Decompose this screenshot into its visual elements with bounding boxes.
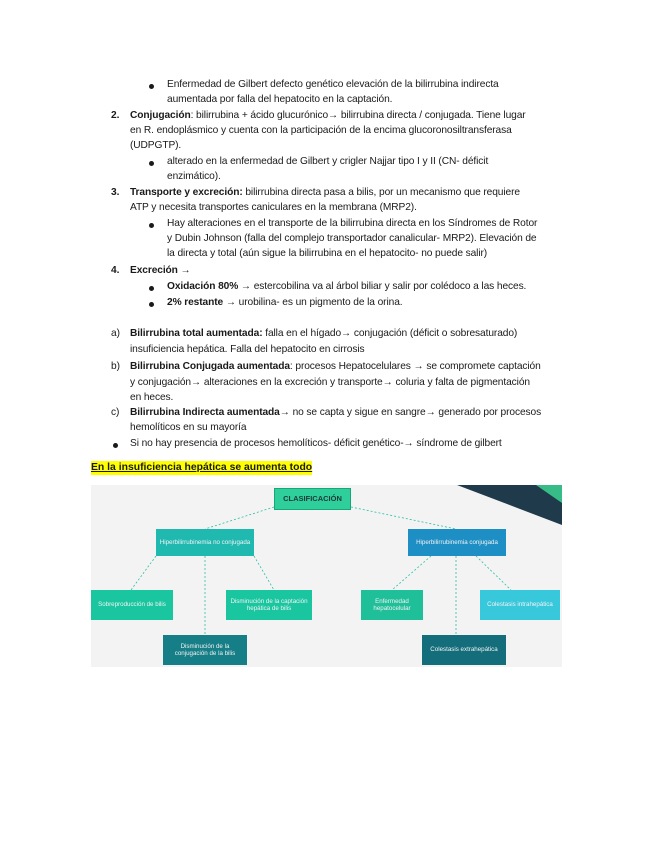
oxidacion-text: → estercobilina va al árbol biliar y salir por colédoco a las heces. — [238, 281, 527, 292]
excrecion-title — [130, 263, 191, 278]
diagram-left-child-3 — [163, 635, 247, 665]
diagram-root-label: CLASIFICACIÓN — [283, 494, 342, 504]
bullet-dot — [113, 443, 118, 448]
item-a-title: Bilirrubina total aumentada: — [130, 328, 263, 339]
transporte-sub-1: Hay alteraciones en el transporte de la bilirrubina directa en los Síndromes de Rotor — [167, 218, 538, 229]
item-b-text: : procesos Hepatocelulares → se compromete captación — [289, 361, 541, 372]
highlighted-heading: En la insuficiencia hepática se aumenta todo — [91, 462, 313, 473]
gilbert-line-1: Enfermedad de Gilbert defecto genético elevación de la bilirrubina indirecta — [167, 79, 499, 90]
item-a-line-2: insuficiencia hepática. Falla del hepatocito en cirrosis — [130, 344, 365, 355]
diagram-right-child-3 — [422, 635, 506, 665]
item-label-a: a) — [111, 328, 120, 339]
item-b-line-3: en heces. — [130, 392, 174, 403]
diagram-right-child-2 — [480, 590, 560, 620]
connector-root-left — [205, 507, 274, 529]
transporte-text: bilirrubina directa pasa a bilis, por un mecanismo que requiere — [242, 187, 520, 198]
transporte-line-2: ATP y necesita transportes caniculares en la membrana (MRP2). — [130, 202, 417, 213]
conjugacion-title: Conjugación — [130, 110, 191, 121]
item-number-4: 4. — [111, 265, 120, 276]
restante-line — [167, 295, 402, 310]
left-parent-label: Hiperbilirrubinemia no conjugada — [159, 538, 251, 546]
diagram-left-parent — [156, 529, 254, 556]
bullet-dot — [149, 84, 154, 89]
conjugacion-line-1 — [130, 108, 526, 123]
gilbert-line-2: aumentada por falla del hepatocito en la captación. — [167, 94, 393, 105]
item-a-line-1 — [130, 326, 517, 341]
item-c-line-2: hemolíticos en su mayoría — [130, 422, 247, 433]
right-child-1-label: Enfermedad hepatocelular — [373, 597, 411, 612]
oxidacion-line — [167, 279, 526, 294]
restante-title: 2% restante → — [167, 297, 236, 308]
bullet-dot — [149, 161, 154, 166]
diagram-left-child-2 — [226, 590, 312, 620]
item-d-line-1: Si no hay presencia de procesos hemolíticos- déficit genético-→ síndrome de gilbert — [130, 438, 502, 449]
conjugacion-line-3: (UDPGTP). — [130, 140, 182, 151]
right-child-2-label: Colestasis intrahepática — [487, 601, 553, 609]
diagram-right-parent — [408, 529, 506, 556]
transporte-title: Transporte y excreción: — [130, 187, 243, 198]
transporte-sub-3: la directa y total (aún sigue la bilirrubina en el hepatocito- no puede salir) — [167, 248, 488, 259]
item-c-text: → no se capta y sigue en sangre→ generado por procesos — [279, 407, 542, 418]
diagram-right-child-1 — [361, 590, 423, 620]
item-number-2: 2. — [111, 110, 120, 121]
item-b-line-2: y conjugación→ alteraciones en la excreción y transporte→ coluria y falta de pigmentación — [130, 377, 530, 388]
connector-root-right — [351, 507, 456, 529]
conjugacion-text: : bilirrubina + ácido glucurónico→ bilirrubina directa / conjugada. Tiene lugar — [190, 110, 526, 121]
diagram-left-child-1 — [91, 590, 173, 620]
conjugacion-sub-2: enzimático). — [167, 171, 221, 182]
excrecion-title-text: Excreción → — [130, 265, 191, 276]
left-child-1-label: Sobreproducción de bilis — [98, 601, 166, 609]
item-c-title: Bilirrubina Indirecta aumentada — [130, 407, 280, 418]
left-child-3-label: Disminución de la conjugación de la bilis — [174, 642, 236, 657]
connector-left-child-2 — [254, 556, 274, 590]
connector-right-child-1 — [392, 556, 431, 590]
right-parent-label: Hiperbilirrubinemia conjugada — [416, 538, 498, 546]
connector-right-child-2 — [476, 556, 511, 590]
item-b-title: Bilirrubina Conjugada aumentada — [130, 361, 290, 372]
diagram-root-box — [274, 488, 351, 510]
connector-left-child-1 — [131, 556, 156, 590]
transporte-line-1 — [130, 185, 520, 200]
bullet-dot — [149, 223, 154, 228]
item-a-text: falla en el hígado→ conjugación (déficit o sobresaturado) — [262, 328, 518, 339]
item-b-line-1 — [130, 359, 541, 374]
restante-text: urobilina- es un pigmento de la orina. — [235, 297, 403, 308]
item-label-c: c) — [111, 407, 120, 418]
transporte-sub-2: y Dubin Johnson (falla del complejo transportador canalicular- MRP2). Elevación de — [167, 233, 537, 244]
bullet-dot — [149, 286, 154, 291]
item-c-line-1 — [130, 405, 541, 420]
classification-diagram — [91, 485, 562, 667]
oxidacion-title: Oxidación 80% — [167, 281, 239, 292]
conjugacion-line-2: en R. endoplásmico y cuenta con la participación de la encima glucoronosiltransferasa — [130, 125, 512, 136]
right-child-3-label: Colestasis extrahepática — [430, 646, 498, 654]
item-number-3: 3. — [111, 187, 120, 198]
left-child-2-label: Disminución de la captación hepática de bilis — [230, 597, 308, 612]
conjugacion-sub-1: alterado en la enfermedad de Gilbert y crigler Najjar tipo I y II (CN- déficit — [167, 156, 489, 167]
bullet-dot — [149, 302, 154, 307]
item-label-b: b) — [111, 361, 120, 372]
